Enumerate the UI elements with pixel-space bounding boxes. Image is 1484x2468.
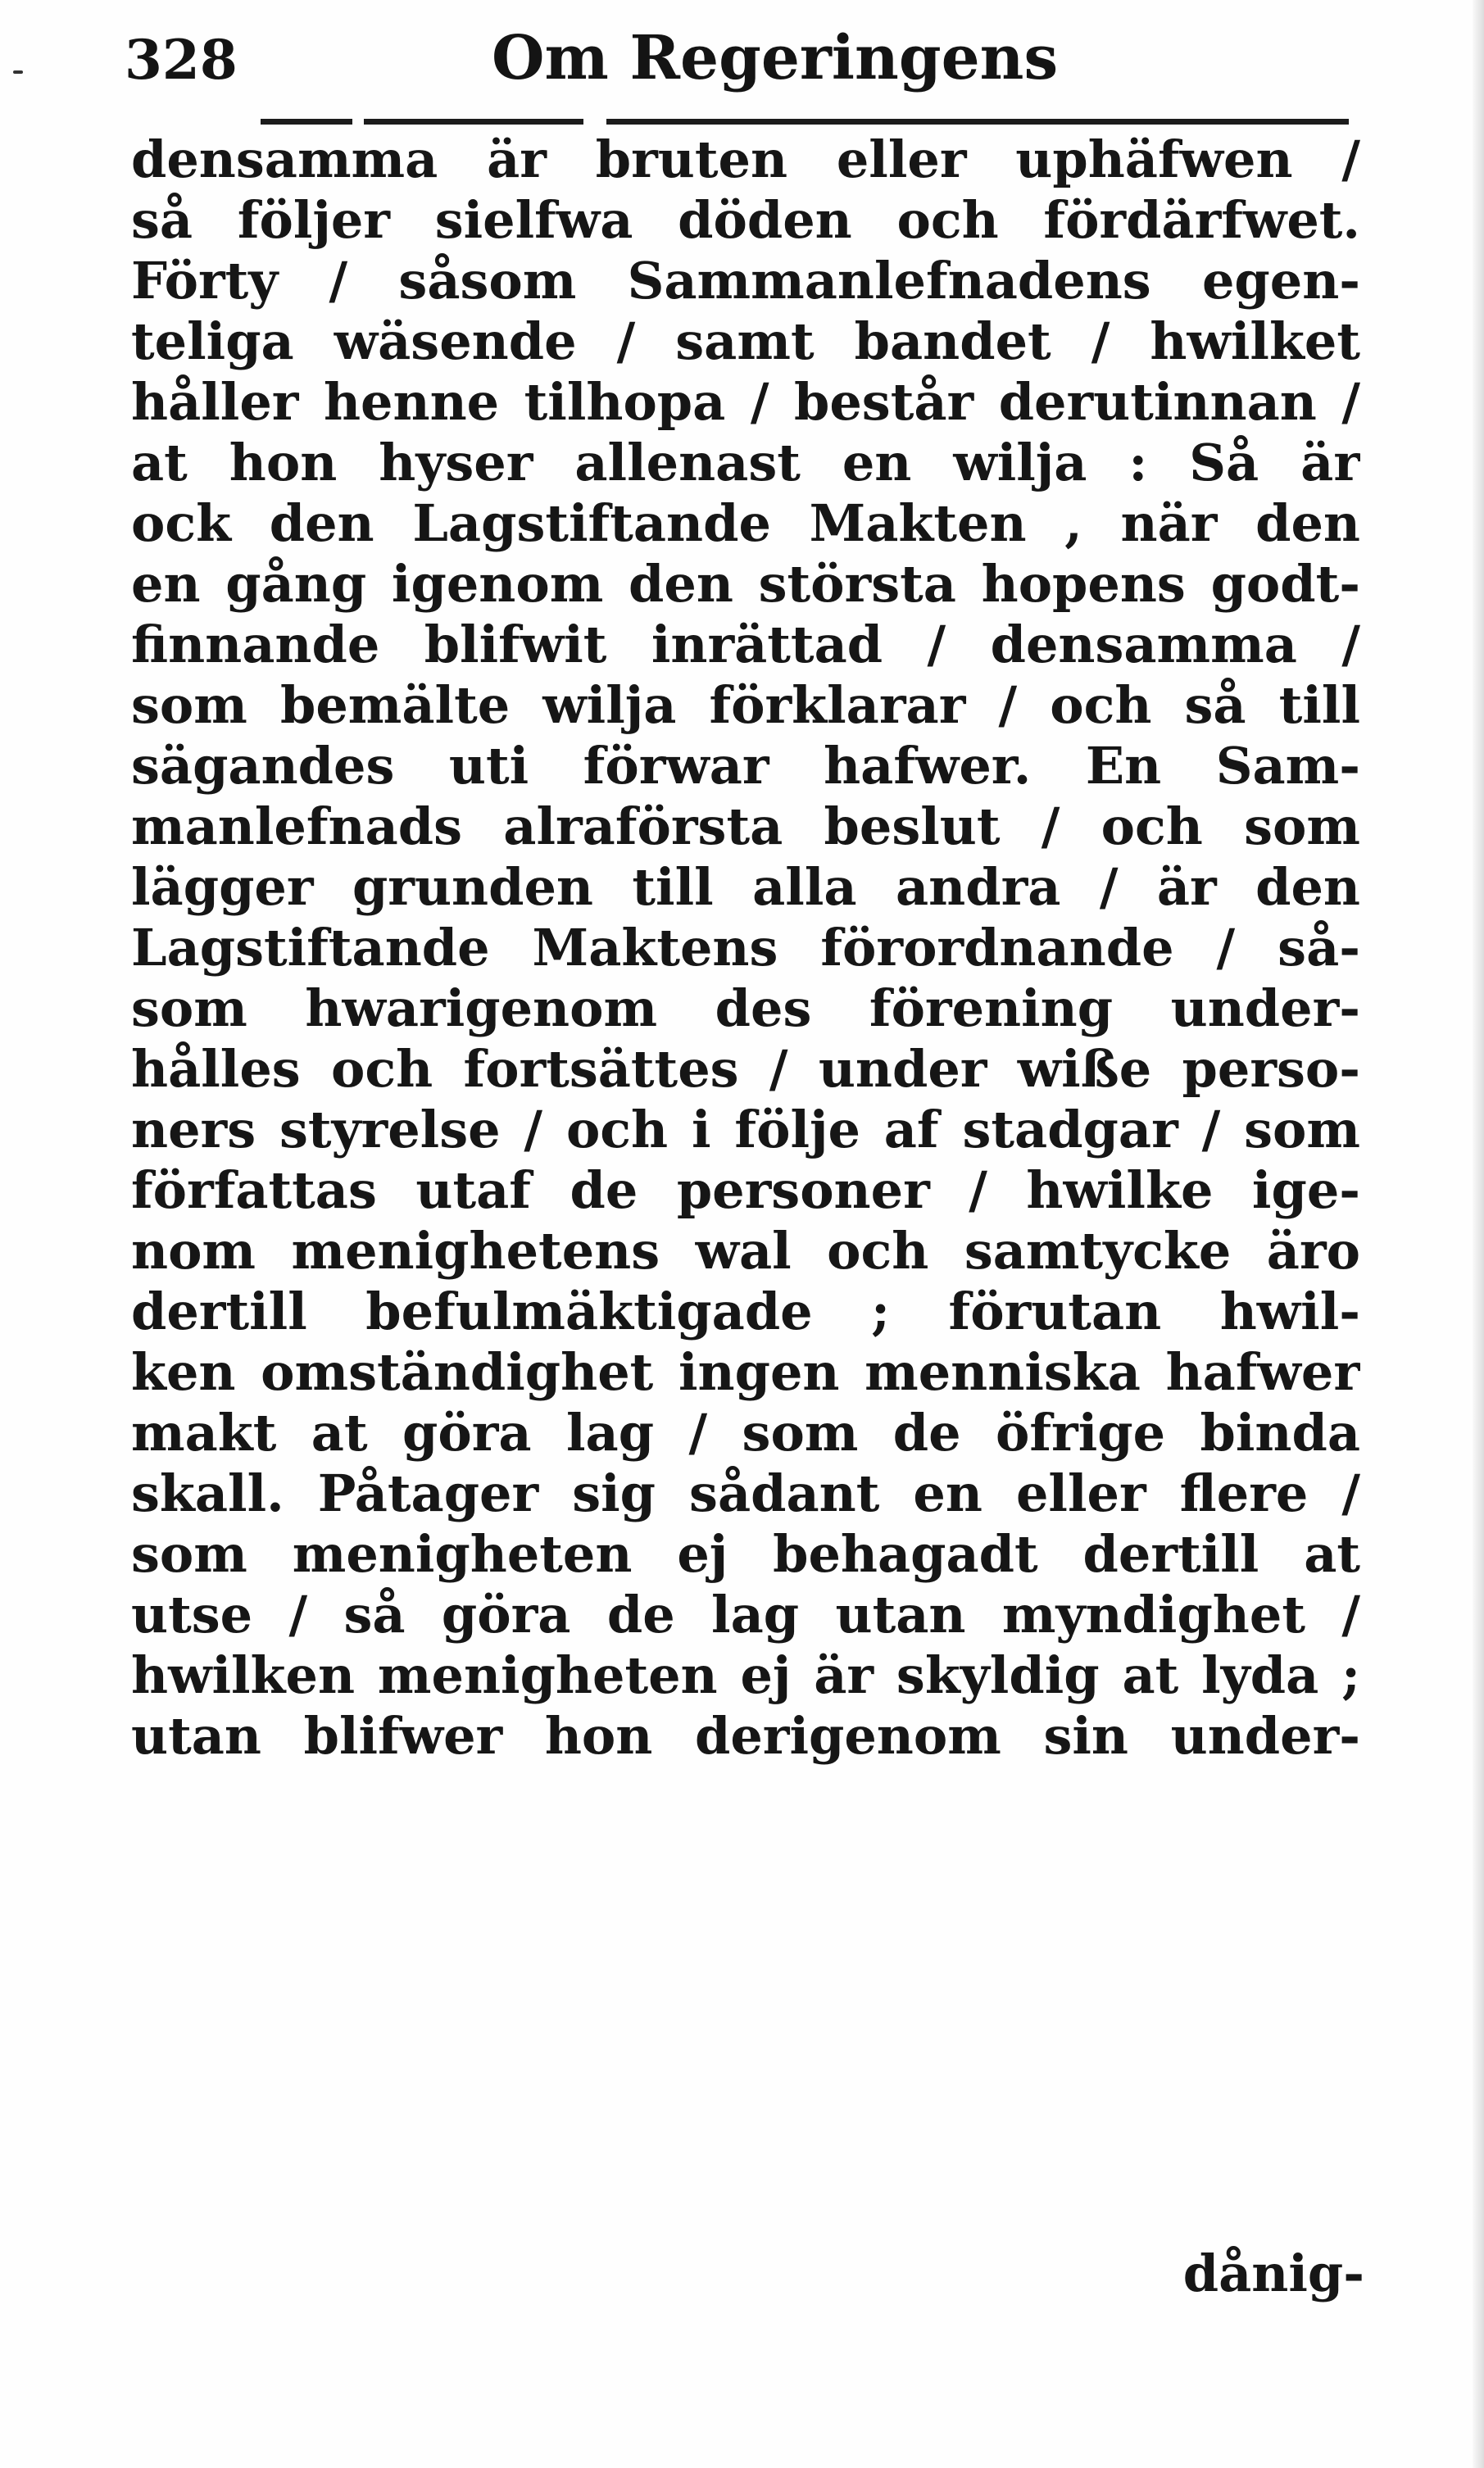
text-line: Förty / såsom Sammanlefnadens egen-: [131, 251, 1360, 311]
text-line: nom menighetens wal och samtycke äro: [131, 1221, 1360, 1281]
text-line: en gång igenom den största hopens godt-: [131, 554, 1360, 614]
text-line: så följer sielfwa döden och fördärfwet.: [131, 190, 1360, 250]
text-line: densamma är bruten eller uphäfwen /: [131, 129, 1360, 189]
text-line: håller henne tilhopa / består derutinnan /: [131, 372, 1360, 432]
text-line: manlefnads alraförsta beslut / och som: [131, 796, 1360, 856]
body-text: [131, 129, 1360, 1767]
page-edge-shadow: [1473, 0, 1484, 2468]
margin-speck: [13, 70, 23, 74]
page-number: 328: [125, 28, 238, 92]
text-line: utse / så göra de lag utan myndighet /: [131, 1585, 1360, 1645]
header-rule-left: [261, 119, 352, 125]
text-line: finnande blifwit inrättad / densamma /: [131, 615, 1360, 674]
running-title: Om Regeringens: [492, 23, 1059, 93]
text-line: skall. Påtager sig sådant en eller flere /: [131, 1463, 1360, 1523]
text-line: ock den Lagstiftande Makten , när den: [131, 493, 1360, 553]
text-line: ners styrelse / och i följe af stadgar / som: [131, 1100, 1360, 1159]
text-line: teliga wäsende / samt bandet / hwilket: [131, 311, 1360, 371]
text-line: Lagstiftande Maktens förordnande / så-: [131, 918, 1360, 978]
text-line: lägger grunden till alla andra / är den: [131, 857, 1360, 917]
text-line: ken omständighet ingen menniska hafwer: [131, 1342, 1360, 1402]
text-line: utan blifwer hon derigenom sin under-: [131, 1706, 1360, 1766]
catchword: dånig-: [1182, 2243, 1364, 2303]
text-line: som hwarigenom des förening under-: [131, 978, 1360, 1038]
text-line: makt at göra lag / som de öfrige binda: [131, 1403, 1360, 1463]
text-line: hålles och fortsättes / under wiße perso-: [131, 1039, 1360, 1099]
header-rule-middle: [364, 119, 583, 125]
text-line: författas utaf de personer / hwilke ige-: [131, 1160, 1360, 1220]
text-line: hwilken menigheten ej är skyldig at lyda ;: [131, 1645, 1360, 1705]
text-line: dertill befulmäktigade ; förutan hwil-: [131, 1282, 1360, 1341]
text-line: sägandes uti förwar hafwer. En Sam-: [131, 736, 1360, 796]
text-line: som bemälte wilja förklarar / och så till: [131, 675, 1360, 735]
text-line: som menigheten ej behagadt dertill at: [131, 1524, 1360, 1584]
text-line: at hon hyser allenast en wilja : Så är: [131, 433, 1360, 492]
header-rule-right: [606, 119, 1349, 125]
